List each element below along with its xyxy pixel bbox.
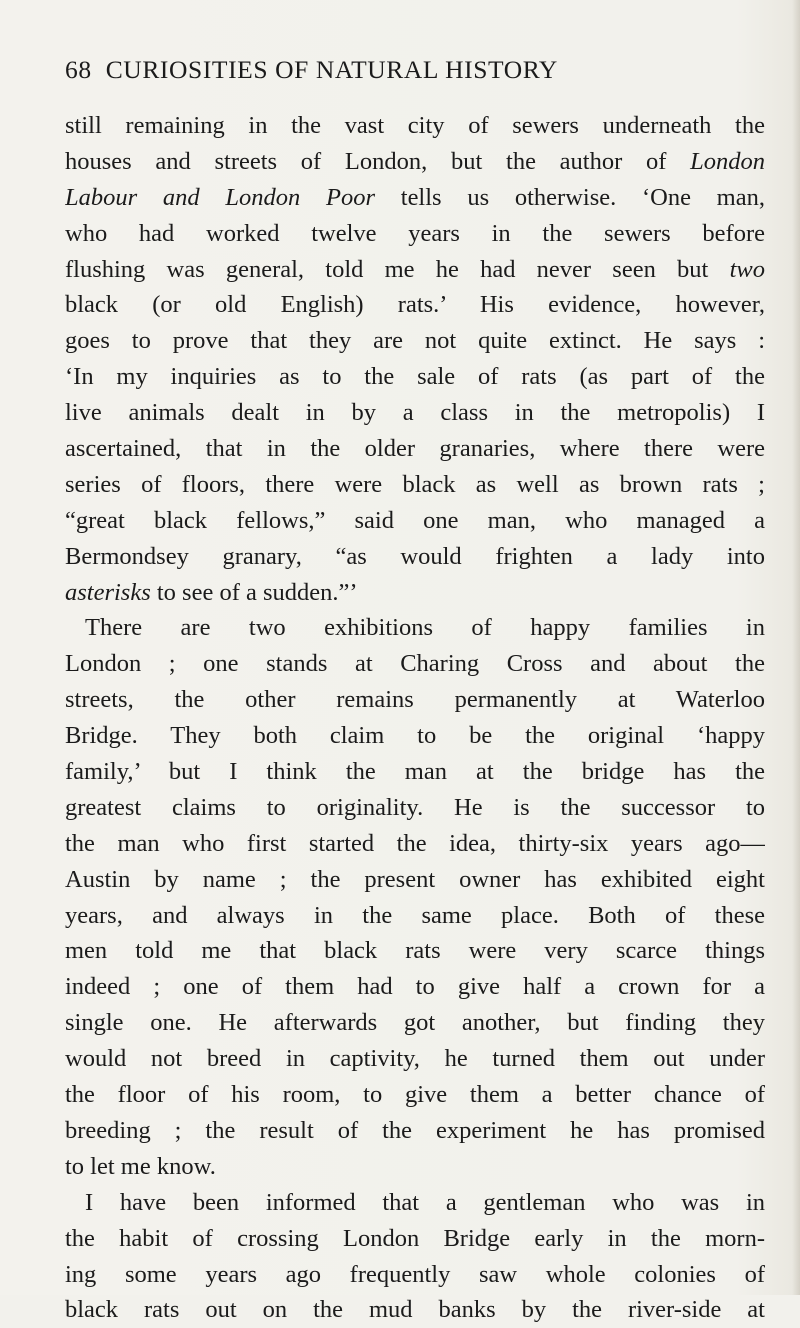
text-line xyxy=(65,108,765,144)
text-line xyxy=(65,144,765,180)
text-line xyxy=(65,790,765,826)
text-run: London ; one stands at Charing Cross and about the xyxy=(65,650,765,678)
body-text xyxy=(65,108,765,1328)
text-run: would not breed in captivity, he turned them out under xyxy=(65,1045,765,1073)
text-run: ing some years ago frequently saw whole colonies of xyxy=(65,1260,765,1288)
text-run: greatest claims to originality. He is the successor to xyxy=(65,793,765,821)
text-run: to let me know. xyxy=(65,1152,216,1180)
text-line xyxy=(65,395,765,431)
text-line xyxy=(65,754,765,790)
text-run: men told me that black rats were very scarce things xyxy=(65,937,765,965)
text-line xyxy=(65,1113,765,1149)
text-run: breeding ; the result of the experiment he has promised xyxy=(65,1116,765,1144)
text-run: series of floors, there were black as well as brown rats ; xyxy=(65,470,765,498)
text-run: years, and always in the same place. Both of these xyxy=(65,901,765,929)
text-run: single one. He afterwards got another, but finding they xyxy=(65,1009,765,1037)
text-line xyxy=(65,718,765,754)
text-run: Bridge. They both claim to be the original ‘happy xyxy=(65,722,765,750)
text-line xyxy=(65,682,765,718)
text-run: “great black fellows,” said one man, who managed a xyxy=(65,506,765,534)
text-run: streets, the other remains permanently at Waterloo xyxy=(65,686,765,714)
paragraph-start-line xyxy=(65,610,765,646)
text-run: the habit of crossing London Bridge early in the morn- xyxy=(65,1224,765,1252)
text-line xyxy=(65,1149,765,1185)
text-run: indeed ; one of them had to give half a crown for a xyxy=(65,973,765,1001)
text-line xyxy=(65,898,765,934)
text-line xyxy=(65,431,765,467)
text-line xyxy=(65,180,765,216)
running-title: CURIOSITIES OF NATURAL HISTORY xyxy=(105,55,558,84)
text-run: the floor of his room, to give them a better chance of xyxy=(65,1081,765,1109)
text-run: houses and streets of London, but the author of xyxy=(65,147,691,175)
text-run: family,’ but I think the man at the bridge has the xyxy=(65,758,765,786)
text-run: live animals dealt in by a class in the metropolis) I xyxy=(65,399,765,427)
text-run: black rats out on the mud banks by the river-side at xyxy=(65,1296,765,1324)
text-line xyxy=(65,933,765,969)
text-line xyxy=(65,1005,765,1041)
text-run: goes to prove that they are not quite extinct. He says : xyxy=(65,327,765,355)
italic-title-run: asterisks xyxy=(65,578,151,606)
text-run: flushing was general, told me he had never seen but xyxy=(65,255,730,283)
text-line xyxy=(65,575,765,611)
text-run: still remaining in the vast city of sewers underneath the xyxy=(65,112,765,139)
text-line xyxy=(65,862,765,898)
page-edge-shadow xyxy=(792,0,800,1295)
text-run: who had worked twelve years in the sewers before xyxy=(65,219,765,247)
text-line xyxy=(65,1221,765,1257)
paragraph-start-line xyxy=(65,1185,765,1221)
text-run: Bermondsey granary, “as would frighten a lady into xyxy=(65,542,765,570)
italic-title-run: two xyxy=(729,255,765,283)
italic-title-run: Labour and London Poor xyxy=(65,183,376,211)
text-line xyxy=(65,359,765,395)
text-run: ascertained, that in the older granaries, where there were xyxy=(65,435,765,463)
text-line xyxy=(65,1257,765,1293)
page-number: 68 xyxy=(65,55,92,84)
italic-title-run: London xyxy=(690,147,765,175)
text-line xyxy=(65,826,765,862)
text-run: black (or old English) rats.’ His evidence, however, xyxy=(65,291,765,319)
text-line xyxy=(65,287,765,323)
text-line xyxy=(65,467,765,503)
text-run: Austin by name ; the present owner has exhibited eight xyxy=(65,865,765,893)
text-line xyxy=(65,969,765,1005)
text-line xyxy=(65,1041,765,1077)
text-run: to see of a sudden.”’ xyxy=(150,578,358,606)
text-line xyxy=(65,252,765,288)
running-head xyxy=(65,55,765,85)
text-run: There are two exhibitions of happy families in xyxy=(85,614,765,642)
text-run: I have been informed that a gentleman who was in xyxy=(85,1188,765,1216)
text-line xyxy=(65,1077,765,1113)
text-line xyxy=(65,646,765,682)
text-run: tells us otherwise. ‘One man, xyxy=(375,183,765,211)
text-line xyxy=(65,539,765,575)
text-run: ‘In my inquiries as to the sale of rats (as part of the xyxy=(65,363,765,391)
text-line xyxy=(65,216,765,252)
text-run: the man who first started the idea, thirty-six years ago— xyxy=(65,829,765,857)
text-line xyxy=(65,323,765,359)
text-line xyxy=(65,1292,765,1328)
text-line xyxy=(65,503,765,539)
